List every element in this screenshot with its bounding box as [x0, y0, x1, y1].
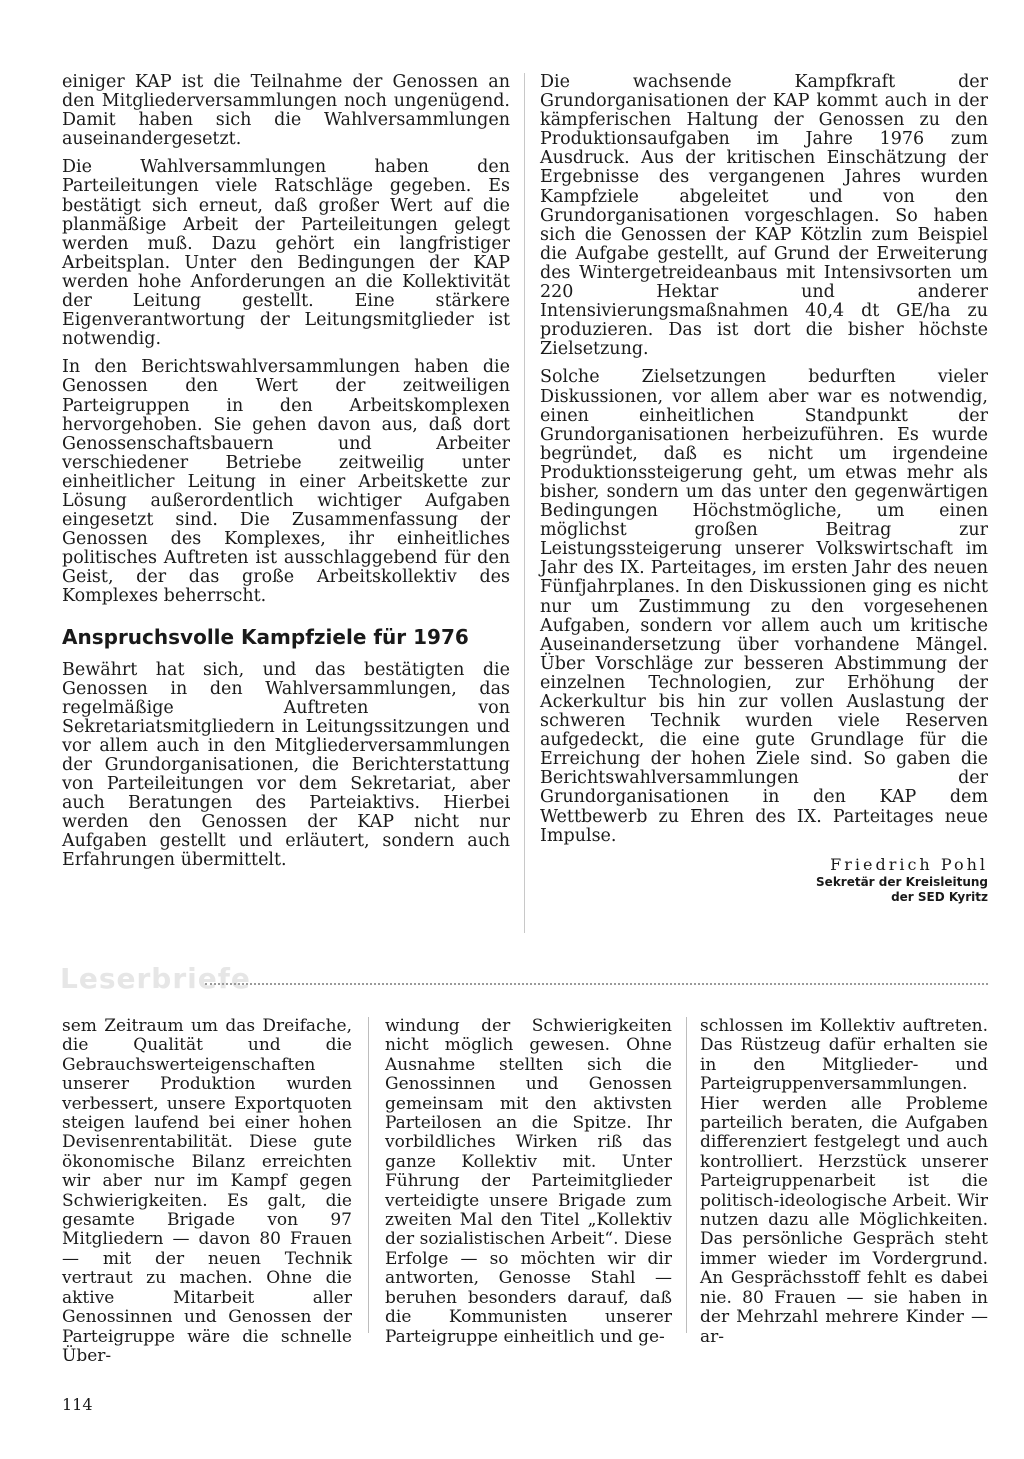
- letters-column-1: [62, 1017, 352, 1366]
- letter-text: sem Zeitraum um das Dreifache, die Qualität und die Gebrauchswerteigenschaften unserer Produktion wurden verbessert, unsere Exportquoten steigen laufend bei einer hohen Devisenrentabilität. Diese gute ökonomische Bilanz erreichten wir aber nur im Kampf gegen Schwierigkeiten. Es galt, die gesamte Brigade von 97 Mitgliedern — davon 80 Frauen — mit der neuen Technik vertraut zu machen. Ohne die aktive Mitarbeit aller Genossinnen und Genossen der Parteigruppe wäre die schnelle Über-: [62, 1016, 352, 1366]
- author-name: Friedrich Pohl: [830, 854, 988, 874]
- column-divider: [524, 73, 525, 933]
- article-right-column: [540, 73, 988, 905]
- article-paragraph: einiger KAP ist die Teilnahme der Genossen an den Mitgliederversammlungen noch ungenügend. Damit haben sich die Wahlversammlungen auseinandergesetzt.: [62, 72, 510, 150]
- letters-section-label: Leserbriefe: [60, 962, 251, 995]
- letter-text: schlossen im Kollektiv auftreten. Das Rüstzeug dafür erhalten sie in den Mitglieder- und Parteigruppenversammlungen. Hier werden alle Probleme parteilich beraten, die Aufgaben differenziert festgelegt und auch kontrolliert. Herzstück unserer Parteigruppenarbeit ist die politisch-ideologische Arbeit. Wir nutzen dazu alle Möglichkeiten. Das persönliche Gespräch steht immer wieder im Vordergrund. An Gesprächsstoff fehlt es dabei nie. 80 Frauen — sie haben in der Mehrzahl mehrere Kinder — ar-: [700, 1016, 988, 1347]
- author-role: Sekretär der Kreisleitung: [816, 874, 988, 889]
- section-divider: [205, 983, 988, 985]
- page-number: 114: [62, 1395, 93, 1414]
- column-divider: [686, 1017, 687, 1333]
- article-left-column: [62, 73, 510, 880]
- article-paragraph: Bewährt hat sich, und das bestätigten die Genossen in den Wahlversammlungen, das regelmäßige Auftreten von Sekretariatsmitgliedern in Leitungssitzungen und vor allem auch in den Mitgliederversammlungen der Grundorganisationen, die Berichterstattung von Parteileitungen vor dem Sekretariat, aber auch Beratungen des Parteiaktivs. Hierbei werden den Genossen der KAP nicht nur Aufgaben gestellt und erläutert, sondern auch Erfahrungen übermittelt.: [62, 659, 510, 871]
- article-paragraph: In den Berichtswahlversammlungen haben die Genossen den Wert der zeitweiligen Parteigruppen in den Arbeitskomplexen hervorgehoben. Sie gehen davon aus, daß dort Genossenschaftsbauern und Arbeiter verschiedener Betriebe zeitweilig unter einheitlicher Leitung in einer Arbeitskette zur Lösung außerordentlich wichtiger Aufgaben eingesetzt sind. Die Zusammenfassung der Genossen des Komplexes, ihr einheitliches politisches Auftreten ist ausschlaggebend für den Geist, der das große Arbeitskollektiv des Komplexes beherrscht.: [62, 357, 510, 607]
- column-divider: [368, 1017, 369, 1333]
- article-paragraph: Die wachsende Kampfkraft der Grundorganisationen der KAP kommt auch in der kämpferischen Haltung der Genossen zu den Produktionsaufgaben im Jahre 1976 zum Ausdruck. Aus der kritischen Einschätzung der Ergebnisse des vergangenen Jahres wurden Kampfziele abgeleitet und von den Grundorganisationen vorgeschlagen. So haben sich die Genossen der KAP Kötzlin zum Beispiel die Aufgabe gestellt, auf Grund der Erweiterung des Wintergetreideanbaus mit Intensivsorten um 220 Hektar und anderer Intensivierungsmaßnahmen 40,4 dt GE/ha zu produzieren. Das ist dort die bisher höchste Zielsetzung.: [540, 72, 988, 360]
- letter-text: windung der Schwierigkeiten nicht möglich gewesen. Ohne Ausnahme stellten sich die Genossinnen und Genossen gemeinsam mit den aktivsten Parteilosen an die Spitze. Ihr vorbildliches Wirken riß das ganze Kollektiv mit. Unter Führung der Parteimitglieder verteidigte unsere Brigade zum zweiten Mal den Titel „Kollektiv der sozialistischen Arbeit“. Diese Erfolge — so möchten wir dir antworten, Genosse Stahl — beruhen besonders darauf, daß die Kommunisten unserer Parteigruppe einheitlich und ge-: [385, 1016, 672, 1347]
- article-paragraph: Die Wahlversammlungen haben den Parteileitungen viele Ratschläge gegeben. Es bestätigt sich erneut, daß großer Wert auf die planmäßige Arbeit der Parteileitungen gelegt werden muß. Dazu gehört ein langfristiger Arbeitsplan. Unter den Bedingungen der KAP werden hohe Anforderungen an die Kollektivität der Leitung gestellt. Eine stärkere Eigenverantwortung der Leitungsmitglieder ist notwendig.: [62, 157, 510, 350]
- section-heading: Anspruchsvolle Kampfziele für 1976: [62, 624, 469, 649]
- letters-column-2: [385, 1017, 672, 1347]
- author-role: der SED Kyritz: [891, 889, 988, 904]
- author-block: [540, 855, 988, 905]
- letters-column-3: [700, 1017, 988, 1347]
- article-paragraph: Solche Zielsetzungen bedurften vieler Diskussionen, vor allem aber war es notwendig, einen einheitlichen Standpunkt der Grundorganisationen herbeizuführen. Es wurde begründet, daß es nicht um irgendeine Produktionssteigerung geht, um etwas mehr als bisher, sondern um das unter den gegenwärtigen Bedingungen Höchstmögliche, um einen möglichst großen Beitrag zur Leistungssteigerung unserer Volkswirtschaft im Jahr des IX. Parteitages, im ersten Jahr des neuen Fünfjahrplanes. In den Diskussionen ging es nicht nur um Zustimmung zu den vorgesehenen Aufgaben, sondern vor allem auch um kritische Auseinandersetzung über vorhandene Mängel. Über Vorschläge zur besseren Abstimmung der einzelnen Technologien, zur Erhöhung der Ackerkultur bis hin zur vollen Auslastung der schweren Technik wurden viele Reserven aufgedeckt, die eine gute Grundlage für die Erreichung der hohen Ziele sind. So gaben die Berichtswahlversammlungen der Grundorganisationen in den KAP dem Wettbewerb zu Ehren des IX. Parteitages neue Impulse.: [540, 367, 988, 846]
